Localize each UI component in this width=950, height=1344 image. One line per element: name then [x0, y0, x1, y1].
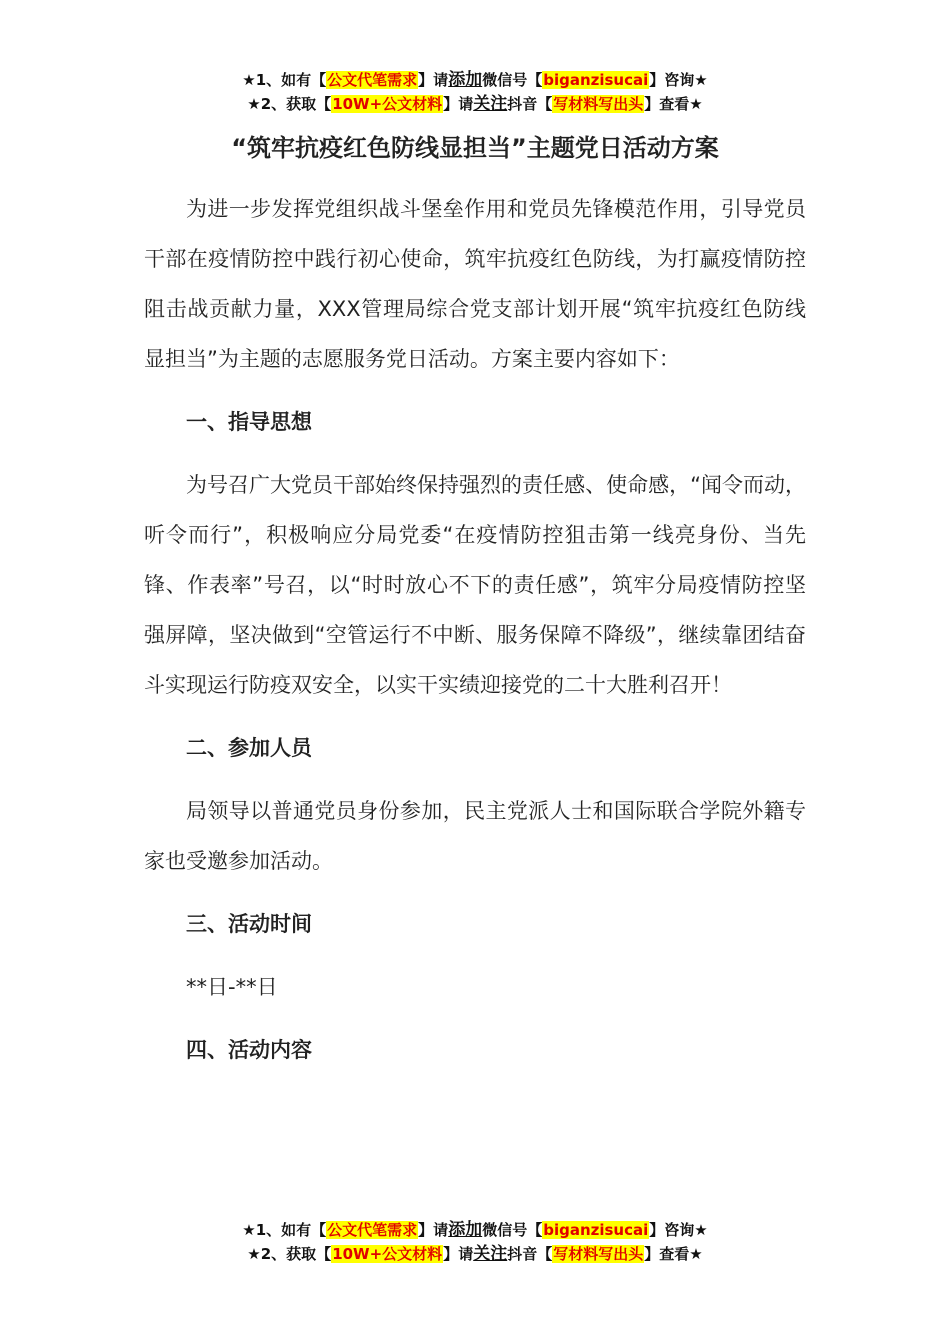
banner-emphasis: 关注: [473, 94, 508, 114]
banner-text: 】咨询★: [649, 71, 708, 89]
highlight-service: 公文代笔需求: [327, 1221, 418, 1239]
highlight-materials: 10W+公文材料: [332, 95, 443, 113]
highlight-douyin-id: 写材料写出头: [553, 1245, 644, 1263]
banner-text: ★1、如有【: [242, 1221, 327, 1239]
section-heading-activity-content: 四、活动内容: [186, 1038, 312, 1062]
banner-text: 】请: [418, 71, 449, 89]
section-body-participants: 局领导以普通党员身份参加，民主党派人士和国际联合学院外籍专家也受邀参加活动。: [144, 799, 806, 873]
banner-text: 抖音【: [507, 95, 553, 113]
banner-text: 】请: [443, 1245, 474, 1263]
banner-text: 】请: [418, 1221, 449, 1239]
banner-emphasis: 添加: [448, 70, 483, 90]
banner-text: ★2、获取【: [247, 1245, 332, 1263]
header-banner-line-2: [0, 92, 950, 116]
highlight-wechat-id: biganzisucai: [543, 1221, 649, 1239]
document-body: [144, 184, 806, 1075]
highlight-materials: 10W+公文材料: [332, 1245, 443, 1263]
banner-text: 】查看★: [644, 1245, 703, 1263]
highlight-service: 公文代笔需求: [327, 71, 418, 89]
intro-paragraph: 为进一步发挥党组织战斗堡垒作用和党员先锋模范作用，引导党员干部在疫情防控中践行初心使命，筑牢抗疫红色防线，为打赢疫情防控阻击战贡献力量，XXX管理局综合党支部计划开展“筑牢抗疫红色防线显担当”为主题的志愿服务党日活动。方案主要内容如下：: [144, 197, 806, 371]
banner-text: ★1、如有【: [242, 71, 327, 89]
highlight-douyin-id: 写材料写出头: [553, 95, 644, 113]
banner-emphasis: 添加: [448, 1220, 483, 1240]
section-heading-guiding-thought: 一、指导思想: [186, 410, 312, 434]
banner-text: 微信号【: [482, 71, 543, 89]
footer-banner: [0, 1218, 950, 1266]
footer-banner-line-2: [0, 1242, 950, 1266]
section-heading-activity-time: 三、活动时间: [186, 912, 312, 936]
banner-text: 】咨询★: [649, 1221, 708, 1239]
section-body-guiding-thought: 为号召广大党员干部始终保持强烈的责任感、使命感，“闻令而动，听令而行”，积极响应分局党委“在疫情防控狙击第一线亮身份、当先锋、作表率”号召，以“时时放心不下的责任感”，筑牢分局疫情防控坚强屏障，坚决做到“空管运行不中断、服务保障不降级”，继续靠团结奋斗实现运行防疫双安全，以实干实绩迎接党的二十大胜利召开！: [144, 473, 806, 697]
section-body-activity-time: **日-**日: [186, 975, 278, 999]
highlight-wechat-id: biganzisucai: [543, 71, 649, 89]
banner-text: 微信号【: [482, 1221, 543, 1239]
banner-text: 】查看★: [644, 95, 703, 113]
banner-emphasis: 关注: [473, 1244, 508, 1264]
banner-text: 抖音【: [507, 1245, 553, 1263]
header-banner-line-1: [0, 68, 950, 92]
banner-text: 】请: [443, 95, 474, 113]
section-heading-participants: 二、参加人员: [186, 736, 312, 760]
banner-text: ★2、获取【: [247, 95, 332, 113]
footer-banner-line-1: [0, 1218, 950, 1242]
document-title: “筑牢抗疫红色防线显担当”主题党日活动方案: [231, 134, 719, 162]
header-banner: [0, 68, 950, 116]
